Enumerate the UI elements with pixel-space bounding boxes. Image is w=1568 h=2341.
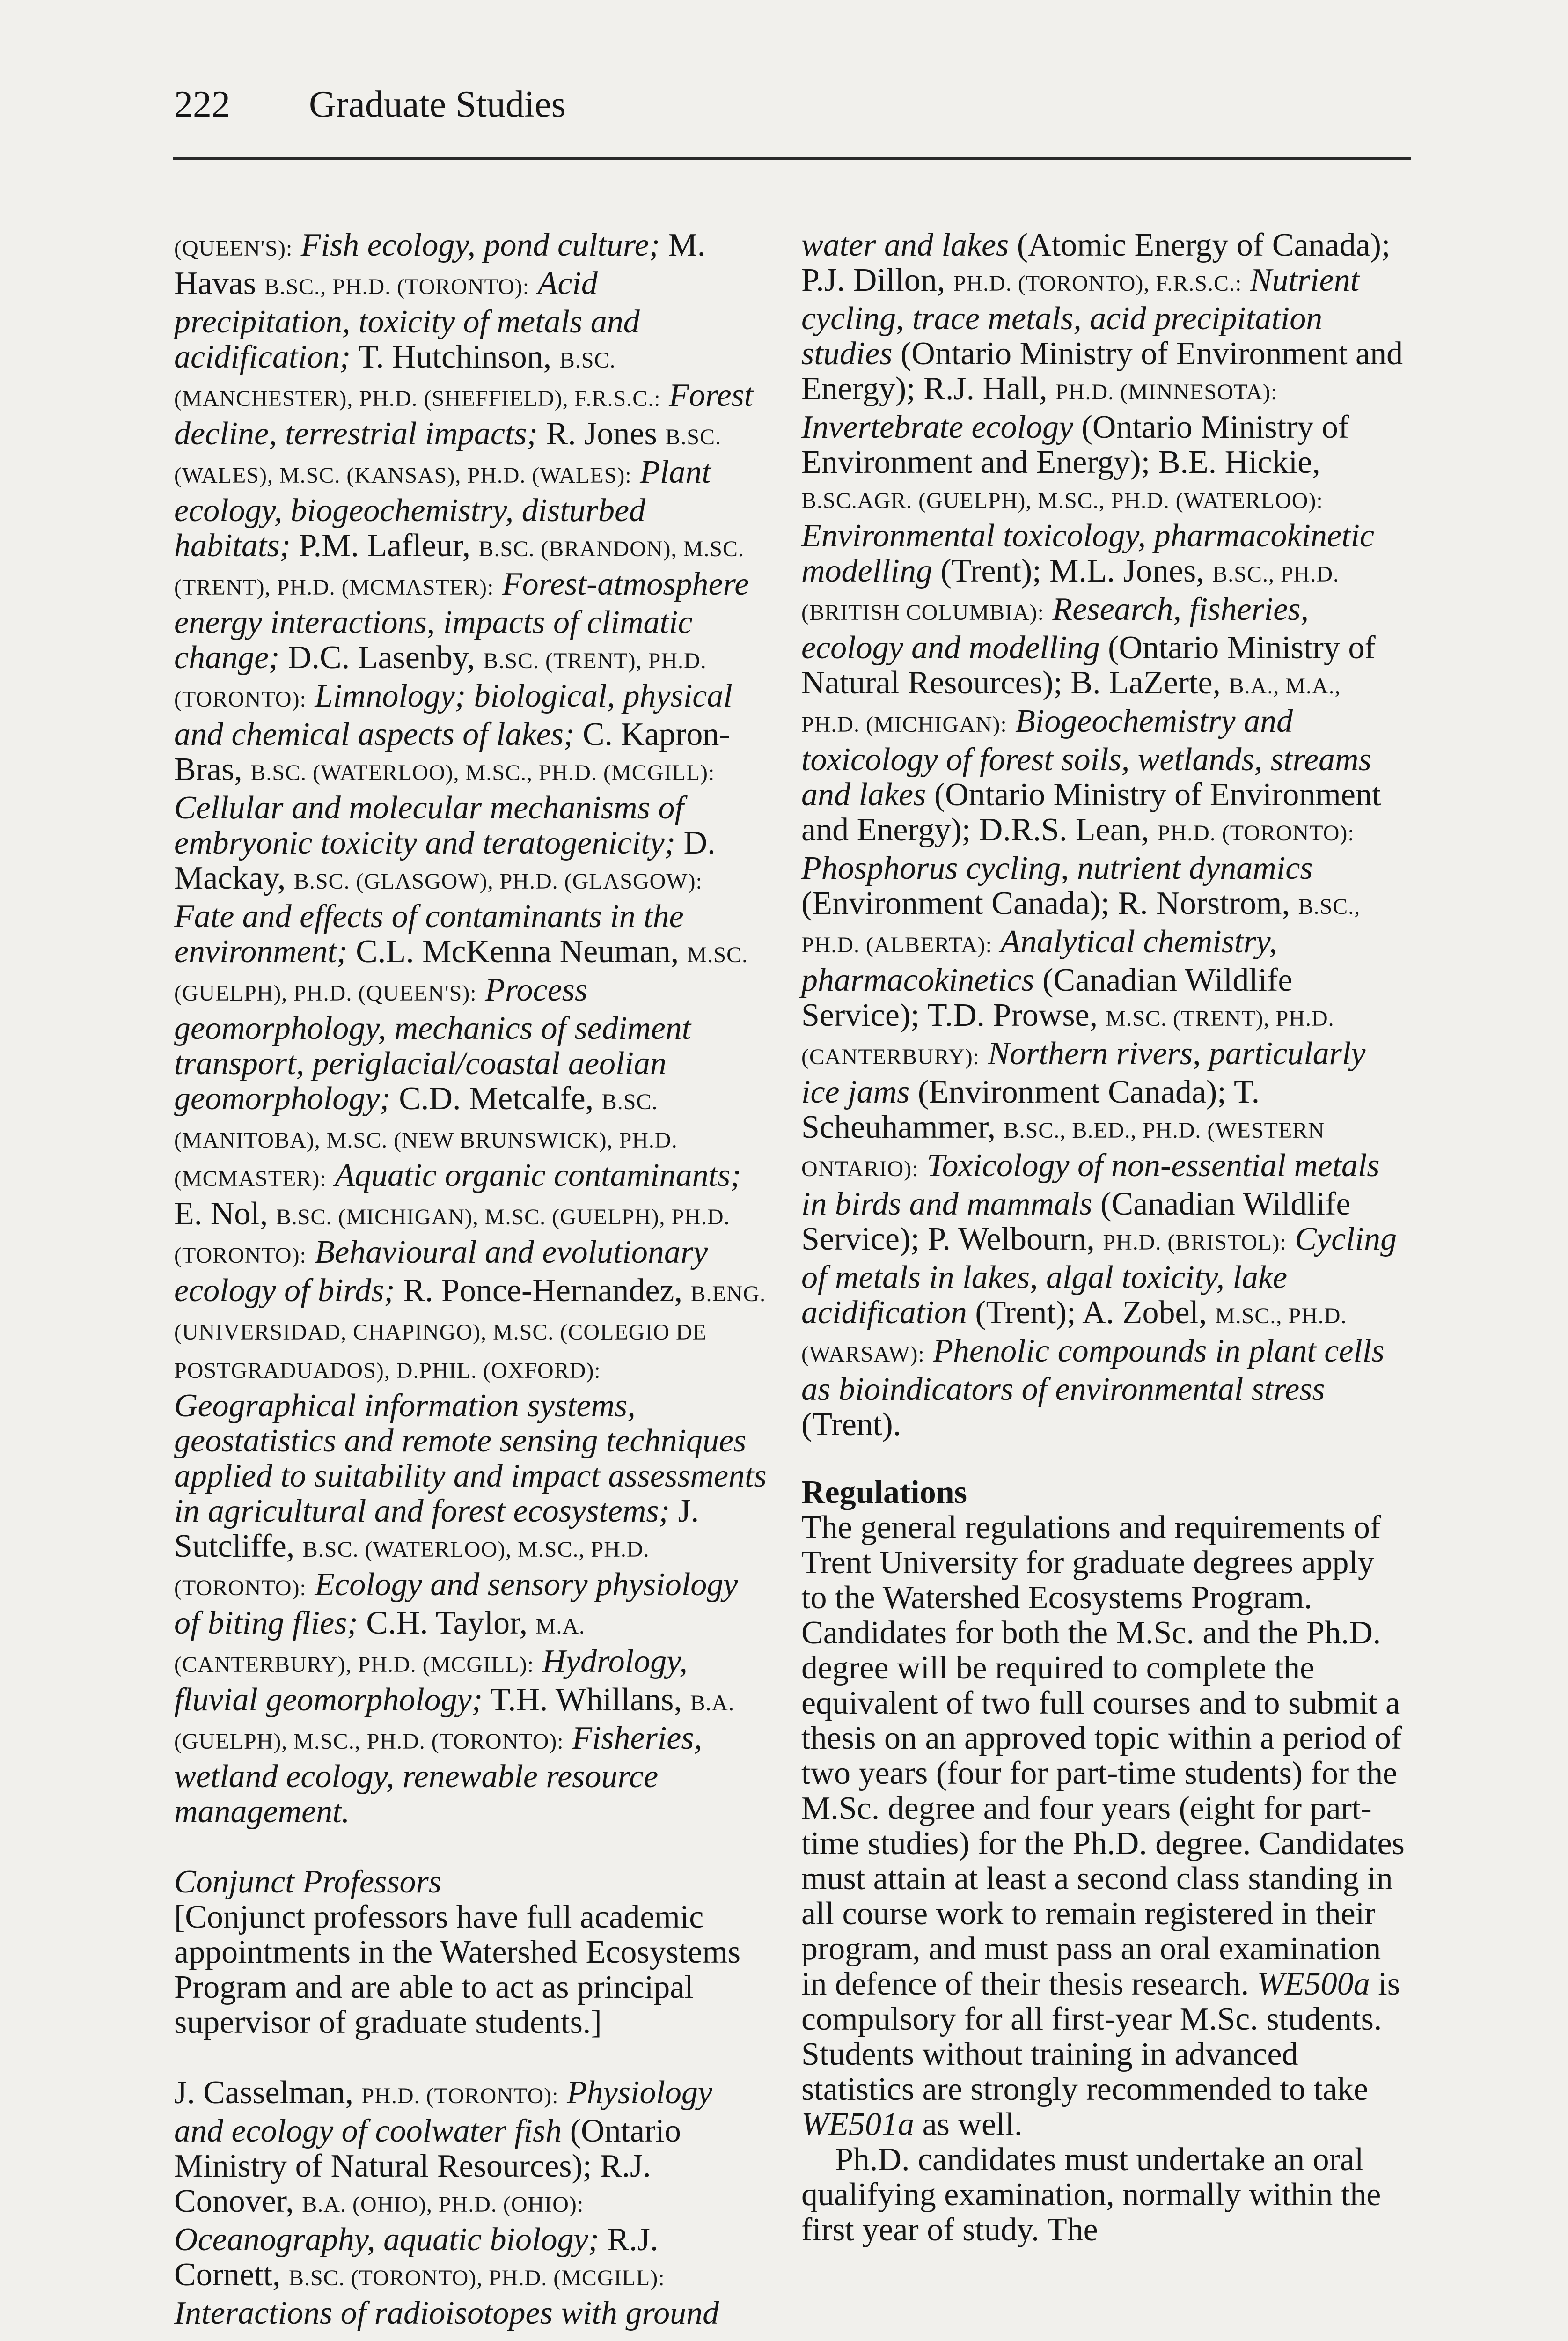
conjunct-entry: A. Zobel, M.SC., PH.D. (WARSAW): Phenolic compounds in plant cells as bioindicators of environmental stress (Trent). <box>801 1295 1385 1443</box>
faculty-entry: C.D. Metcalfe, B.SC. (MANITOBA), M.SC. (NEW BRUNSWICK), PH.D. (MCMASTER): Aquatic organic contaminants; <box>174 1081 741 1193</box>
conjunct-entry: R.J. Hall, PH.D. (MINNESOTA): Invertebrate ecology (Ontario Ministry of Environment and Energy); <box>801 371 1349 480</box>
conjunct-entry: R.J. Cornett, B.SC. (TORONTO), PH.D. (MCGILL): Interactions of radioisotopes with ground <box>174 2222 719 2331</box>
faculty-entry: P.M. Lafleur, B.SC. (BRANDON), M.SC. (TRENT), PH.D. (MCMASTER): Forest-atmosphere energy interactions, impacts of climatic change; <box>174 528 749 676</box>
left-column <box>174 228 768 2331</box>
page-number: 222 <box>174 84 230 125</box>
faculty-entry: J. Sutcliffe, B.SC. (WATERLOO), M.SC., PH.D. (TORONTO): Ecology and sensory physiology of biting flies; <box>174 1493 738 1641</box>
faculty-entry: (QUEEN'S): Fish ecology, pond culture; <box>174 227 660 263</box>
course-code: WE501a <box>801 2106 915 2142</box>
running-head-title: Graduate Studies <box>309 84 566 125</box>
conjunct-entry: D.R.S. Lean, PH.D. (TORONTO): Phosphorus cycling, nutrient dynamics (Environment Canada); <box>801 812 1355 921</box>
conjunct-entry: B. LaZerte, B.A., M.A., PH.D. (MICHIGAN): Biogeochemistry and toxicology of forest soils, wetlands, streams and lakes (Ontario Ministry of Environment and Energy); <box>801 665 1381 848</box>
conjunct-entry: T. Scheuhammer, B.SC., B.ED., PH.D. (WESTERN ONTARIO): Toxicology of non-essential metals in birds and mammals (Canadian Wildlife Service); <box>801 1074 1380 1257</box>
faculty-entry: C. Kapron-Bras, B.SC. (WATERLOO), M.SC., PH.D. (MCGILL): Cellular and molecular mechanisms of embryonic toxicity and teratogenicity; <box>174 716 730 861</box>
faculty-entry: E. Nol, B.SC. (MICHIGAN), M.SC. (GUELPH), PH.D. (TORONTO): Behavioural and evolutionary ecology of birds; <box>174 1196 730 1309</box>
regulations-heading: Regulations <box>801 1474 967 1510</box>
header-divider <box>173 157 1411 160</box>
conjunct-entry: T.D. Prowse, M.SC. (TRENT), PH.D. (CANTERBURY): Northern rivers, particularly ice jams (Environment Canada); <box>801 997 1366 1110</box>
conjunct-entry: P. Welbourn, PH.D. (BRISTOL): Cycling of metals in lakes, algal toxicity, lake acidification (Trent); <box>801 1221 1397 1331</box>
regulations-paragraph-1: The general regulations and requirements of Trent University for graduate degrees apply to the Watershed Ecosystems Program. Candidates for both the M.Sc. and the Ph.D. degree will be required to complete the equivalent of two full courses and to submit a thesis on an approved topic within a period of two years (four for part-time students) for the M.Sc. degree and four years (eight for part-time studies) for the Ph.D. degree. Candidates must attain at least a second class standing in all course work to remain registered in their program, and must pass an oral examination in defence of their thesis research. WE500a is compulsory for all first-year M.Sc. students. Students without training in advanced statistics are strongly recommended to take WE501a as well. <box>801 1509 1405 2142</box>
faculty-list <box>174 228 768 1829</box>
course-code: WE500a <box>1257 1966 1370 2002</box>
faculty-entry: R. Jones B.SC. (WALES), M.SC. (KANSAS), PH.D. (WALES): Plant ecology, biogeochemistry, disturbed habitats; <box>174 416 721 564</box>
faculty-entry: C.L. McKenna Neuman, M.SC. (GUELPH), PH.D. (QUEEN'S): Process geomorphology, mechanics of sediment transport, periglacial/coastal aeolian geomorphology; <box>174 934 748 1117</box>
conjunct-list-continued <box>801 228 1405 1442</box>
conjunct-entry: R.J. Conover, B.A. (OHIO), PH.D. (OHIO): Oceanography, aquatic biology; <box>174 2148 651 2258</box>
conjunct-entry-continued: water and lakes (Atomic Energy of Canada); <box>801 227 1391 263</box>
faculty-entry: D. Mackay, B.SC. (GLASGOW), PH.D. (GLASGOW): Fate and effects of contaminants in the environment; <box>174 825 716 970</box>
conjunct-list-start <box>174 2075 768 2331</box>
conjunct-entry: B.E. Hickie, B.SC.AGR. (GUELPH), M.SC., PH.D. (WATERLOO): Environmental toxicology, pharmacokinetic modelling (Trent); <box>801 444 1375 589</box>
faculty-entry: D.C. Lasenby, B.SC. (TRENT), PH.D. (TORONTO): Limnology; biological, physical and chemical aspects of lakes; <box>174 640 733 752</box>
regulations-paragraph-2: Ph.D. candidates must undertake an oral qualifying examination, normally within the first year of study. The <box>801 2142 1381 2248</box>
conjunct-note: [Conjunct professors have full academic appointments in the Watershed Ecosystems Program and are able to act as principal supervisor of graduate students.] <box>174 1899 741 2040</box>
faculty-entry: T.H. Whillans, B.A. (GUELPH), M.SC., PH.D. (TORONTO): Fisheries, wetland ecology, renewable resource management. <box>174 1682 735 1830</box>
conjunct-professors-heading: Conjunct Professors <box>174 1864 442 1900</box>
faculty-entry: M. Havas B.SC., PH.D. (TORONTO): Acid precipitation, toxicity of metals and acidification; <box>174 227 706 375</box>
faculty-entry: R. Ponce-Hernandez, B.ENG. (UNIVERSIDAD, CHAPINGO), M.SC. (COLEGIO DE POSTGRADUADOS), D.PHIL. (OXFORD): Geographical information systems, geostatistics and remote sensing techniques applied to suitability and impact assessments in agricultural and forest ecosystems; <box>174 1273 767 1529</box>
conjunct-entry: P.J. Dillon, PH.D. (TORONTO), F.R.S.C.: Nutrient cycling, trace metals, acid precipitation studies (Ontario Ministry of Environment and Energy); <box>801 262 1403 407</box>
faculty-entry: C.H. Taylor, M.A. (CANTERBURY), PH.D. (MCGILL): Hydrology, fluvial geomorphology; <box>174 1605 688 1718</box>
conjunct-entry: J. Casselman, PH.D. (TORONTO): Physiology and ecology of coolwater fish (Ontario Ministry of Natural Resources); <box>174 2075 712 2184</box>
conjunct-entry: R. Norstrom, B.SC., PH.D. (ALBERTA): Analytical chemistry, pharmacokinetics (Canadian Wildlife Service); <box>801 885 1361 1033</box>
faculty-entry: T. Hutchinson, B.SC. (MANCHESTER), PH.D. (SHEFFIELD), F.R.S.C.: Forest decline, terrestrial impacts; <box>174 339 754 452</box>
right-column <box>801 228 1405 2247</box>
conjunct-entry: M.L. Jones, B.SC., PH.D. (BRITISH COLUMBIA): Research, fisheries, ecology and modelling (Ontario Ministry of Natural Resources); <box>801 553 1376 701</box>
